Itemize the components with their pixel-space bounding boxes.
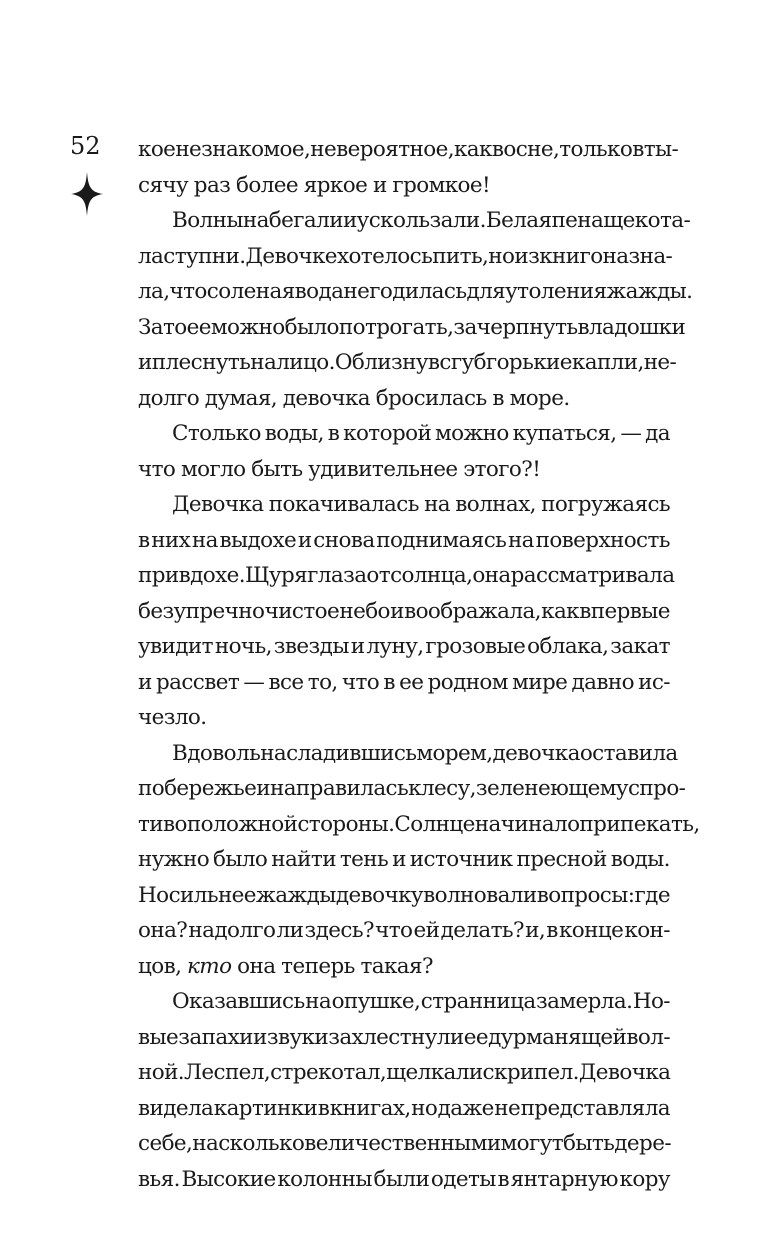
word: колонны [277, 1166, 372, 1192]
word: Волны [172, 208, 243, 233]
text-line: сячу раз более яркое и громкое! [138, 172, 491, 198]
word: с [627, 776, 640, 801]
word: ускользали. [356, 208, 486, 233]
word: — [243, 669, 265, 695]
word: Белая [485, 208, 552, 233]
text-line [138, 1091, 670, 1127]
word: опушке, [331, 989, 421, 1014]
word: воды, [264, 421, 324, 446]
word: и [468, 1060, 483, 1085]
word: в [497, 1166, 509, 1192]
text-line [138, 913, 670, 949]
word: ной. [138, 1060, 185, 1085]
word: при [138, 563, 179, 588]
word: и [390, 598, 404, 624]
word: ты- [643, 137, 679, 162]
word: в [317, 1095, 330, 1121]
text-line [138, 345, 677, 381]
word: начинало [474, 811, 580, 837]
word: купаться, [512, 421, 617, 446]
word: звезды [273, 634, 349, 659]
word: поднимаясь [376, 527, 507, 553]
paragraph [138, 984, 670, 1197]
word: себе, [138, 1131, 193, 1156]
word: вья. [138, 1166, 180, 1192]
word: давно [571, 669, 634, 695]
word: и [342, 208, 357, 233]
word: ночь, [214, 634, 272, 659]
word: быть [563, 1131, 615, 1156]
word: направилась [269, 776, 409, 801]
word: хотелось [336, 243, 433, 269]
word: источник [409, 847, 513, 872]
text-run: цов, [138, 953, 188, 979]
paragraph [138, 132, 679, 203]
word: вода [294, 279, 344, 304]
text-line [138, 487, 670, 523]
text-line [138, 736, 678, 772]
word: было [284, 314, 339, 340]
word: можно [435, 421, 509, 446]
text-line [138, 274, 693, 310]
text-line [138, 807, 700, 843]
word: годилась [369, 279, 467, 304]
word: Солнце [394, 811, 475, 837]
word: покачивалась [268, 492, 419, 517]
word: книг [539, 243, 591, 269]
word: чистое [264, 598, 340, 624]
word: и [392, 847, 406, 872]
word: но [488, 243, 515, 269]
word: невероятное, [310, 137, 454, 162]
word: делать? [440, 918, 524, 943]
word: девочку [335, 882, 423, 908]
text-line: что могло быть удивительнее этого?! [138, 456, 541, 482]
word: лицо. [276, 350, 335, 375]
word: от [366, 563, 391, 588]
word: стороны. [297, 811, 395, 837]
word: соленая [206, 279, 295, 304]
word: замерла. [536, 989, 633, 1014]
word: воды. [610, 847, 670, 872]
word: рассматривала [510, 563, 675, 588]
word: ее [463, 1024, 488, 1050]
word: книгах, [329, 1095, 411, 1121]
word: и [350, 634, 365, 659]
word: в [138, 527, 150, 553]
text-line [138, 239, 673, 275]
word: тивоположной [138, 811, 298, 837]
word: пена [551, 208, 604, 233]
word: Оказавшись [172, 989, 305, 1014]
word: ей [413, 918, 440, 943]
word: пел, [224, 1060, 271, 1085]
word: выдохе [219, 527, 297, 553]
word: ладошки [588, 314, 686, 340]
word: вые [138, 1024, 179, 1050]
word: оставила [579, 740, 678, 766]
text-line [138, 878, 670, 914]
word: она [472, 563, 511, 588]
word: небо [339, 598, 390, 624]
body-text [138, 132, 700, 1197]
word: что [375, 918, 413, 943]
text-line [138, 1126, 670, 1162]
word: из [514, 243, 540, 269]
word: Высокие [181, 1166, 276, 1192]
word: Зато [138, 314, 187, 340]
word: глаза [307, 563, 367, 588]
word: зачерпнуть [453, 314, 578, 340]
text-line [138, 310, 686, 346]
text-line [138, 558, 675, 594]
word: впервые [579, 598, 670, 624]
word: дере- [614, 1131, 672, 1156]
word: грозовые [425, 634, 526, 659]
word: морем, [416, 740, 493, 766]
word: на [507, 527, 534, 553]
word: во [491, 137, 516, 162]
word: не [494, 1095, 521, 1121]
word: она? [138, 918, 188, 943]
word: что [169, 279, 207, 304]
word: щекота- [603, 208, 691, 233]
word: картинки [213, 1095, 318, 1121]
word: на [250, 350, 277, 375]
word: на [191, 527, 218, 553]
word: набегали [242, 208, 343, 233]
word: скрипел. [482, 1060, 579, 1085]
text-line [138, 1162, 670, 1198]
word: ла, [138, 279, 170, 304]
word: Лес [184, 1060, 225, 1085]
word: где [634, 882, 670, 908]
word: в [546, 918, 558, 943]
word: потрогать, [338, 314, 454, 340]
word: не- [643, 350, 677, 375]
word: одеты [430, 1166, 496, 1192]
word: но [411, 1095, 438, 1121]
word: что [341, 669, 380, 695]
word: величественными [304, 1131, 501, 1156]
word: Девочка [172, 492, 264, 517]
word: Но [138, 882, 169, 908]
word: представляла [520, 1095, 670, 1121]
word: Столько [172, 421, 261, 446]
word: и [138, 350, 152, 375]
word: сильнее [168, 882, 256, 908]
text-line: долго думая, девочка бросилась в море. [138, 385, 570, 411]
word: звуки [266, 1024, 329, 1050]
word: было [213, 847, 268, 872]
word: Вдоволь [172, 740, 261, 766]
word: в [632, 137, 644, 162]
word: жажды. [606, 279, 693, 304]
word: рассвет [155, 669, 240, 695]
word: ступни. [163, 243, 246, 269]
word: с [439, 350, 451, 375]
word: захлестнули [328, 1024, 464, 1050]
word: даже [437, 1095, 494, 1121]
word: вопросы: [536, 882, 635, 908]
word: видела [138, 1095, 214, 1121]
word: щелкал [386, 1060, 469, 1085]
word: луну, [366, 634, 424, 659]
word: которой [343, 421, 432, 446]
word: конце [558, 918, 624, 943]
text-line [138, 665, 670, 701]
word: надолго [188, 918, 276, 943]
word: пить, [432, 243, 489, 269]
word: лесу, [420, 776, 476, 801]
word: губ [450, 350, 486, 375]
word: здесь? [304, 918, 374, 943]
word: девочка [492, 740, 580, 766]
text-line [138, 203, 691, 239]
word: плеснуть [151, 350, 251, 375]
word: в [577, 314, 589, 340]
word: нужно [138, 847, 210, 872]
word: стрекотал, [270, 1060, 387, 1085]
word: мире [512, 669, 568, 695]
word: Девочка [578, 1060, 671, 1085]
word: снова [313, 527, 375, 553]
word: могут [500, 1131, 564, 1156]
word: и [252, 1024, 267, 1050]
text-line [138, 594, 670, 630]
word: все [268, 669, 304, 695]
word: Облизнув [334, 350, 440, 375]
four-point-star-icon [71, 172, 103, 216]
word: волнах, [455, 492, 536, 517]
word: родном [427, 669, 508, 695]
text-line [138, 416, 670, 452]
word: побережье [138, 776, 257, 801]
word: и, [525, 918, 546, 943]
word: закат [610, 634, 670, 659]
word: найти [271, 847, 336, 872]
word: Девочке [245, 243, 337, 269]
word: странница [420, 989, 536, 1014]
word: вол- [626, 1024, 670, 1050]
word: волновали [423, 882, 537, 908]
text-line [138, 771, 686, 807]
text-line [138, 984, 670, 1020]
word: не [343, 279, 370, 304]
text-line [138, 132, 679, 168]
paragraph [138, 487, 675, 736]
word: кое [138, 137, 176, 162]
word: припекать, [579, 811, 700, 837]
word: — [620, 421, 642, 446]
word: зна- [628, 243, 673, 269]
word: и [297, 527, 312, 553]
word: на [305, 989, 332, 1014]
word: ее [399, 669, 424, 695]
word: облака, [527, 634, 609, 659]
word: воображала, [404, 598, 541, 624]
paragraph [138, 736, 700, 985]
word: к [408, 776, 421, 801]
word: ис- [638, 669, 670, 695]
word: на [424, 492, 451, 517]
word: погружаясь [541, 492, 670, 517]
word: только [559, 137, 633, 162]
word: ли [276, 918, 304, 943]
word: жажды [256, 882, 336, 908]
word: вдохе. [178, 563, 245, 588]
text-line [138, 523, 670, 559]
word: кон- [624, 918, 670, 943]
word: насколько [192, 1131, 305, 1156]
word: солнца, [390, 563, 473, 588]
word: поверхность [535, 527, 670, 553]
word: дурманящей [488, 1024, 627, 1050]
word: то, [307, 669, 338, 695]
word: незнакомое, [175, 137, 311, 162]
word: пресной [516, 847, 607, 872]
word: в [327, 421, 340, 446]
paragraph [138, 203, 693, 416]
word: можно [210, 314, 285, 340]
word: тень [339, 847, 389, 872]
word: ее [186, 314, 211, 340]
word: в [383, 669, 395, 695]
word: ла [138, 243, 164, 269]
text-line [138, 949, 670, 985]
word: и [138, 669, 152, 695]
word: и [256, 776, 270, 801]
word: как [541, 598, 580, 624]
text-line: чезло. [138, 705, 207, 730]
word: про- [639, 776, 686, 801]
word: янтарную [510, 1166, 618, 1192]
word: Но- [632, 989, 670, 1014]
text-line [138, 1055, 670, 1091]
word: утоления [505, 279, 607, 304]
paragraph [138, 416, 670, 487]
word: зеленеющему [475, 776, 628, 801]
word: насладившись [260, 740, 417, 766]
text-line [138, 1020, 670, 1056]
word: да [645, 421, 670, 446]
word: безупречно [138, 598, 265, 624]
word: увидит [138, 634, 213, 659]
word: для [466, 279, 506, 304]
word: как [453, 137, 492, 162]
text-line [138, 629, 670, 665]
page-number: 52 [70, 132, 101, 160]
text-run: она теперь такая? [231, 953, 433, 979]
word: были [373, 1166, 430, 1192]
word: кору [619, 1166, 670, 1192]
word: запахи [178, 1024, 253, 1050]
word: них [151, 527, 191, 553]
word: Щуря [245, 563, 308, 588]
word: горькие [485, 350, 572, 375]
text-line [138, 842, 670, 878]
word: сне, [515, 137, 560, 162]
italic-emphasis: кто [187, 953, 232, 979]
word: она [590, 243, 629, 269]
word: капли, [571, 350, 644, 375]
